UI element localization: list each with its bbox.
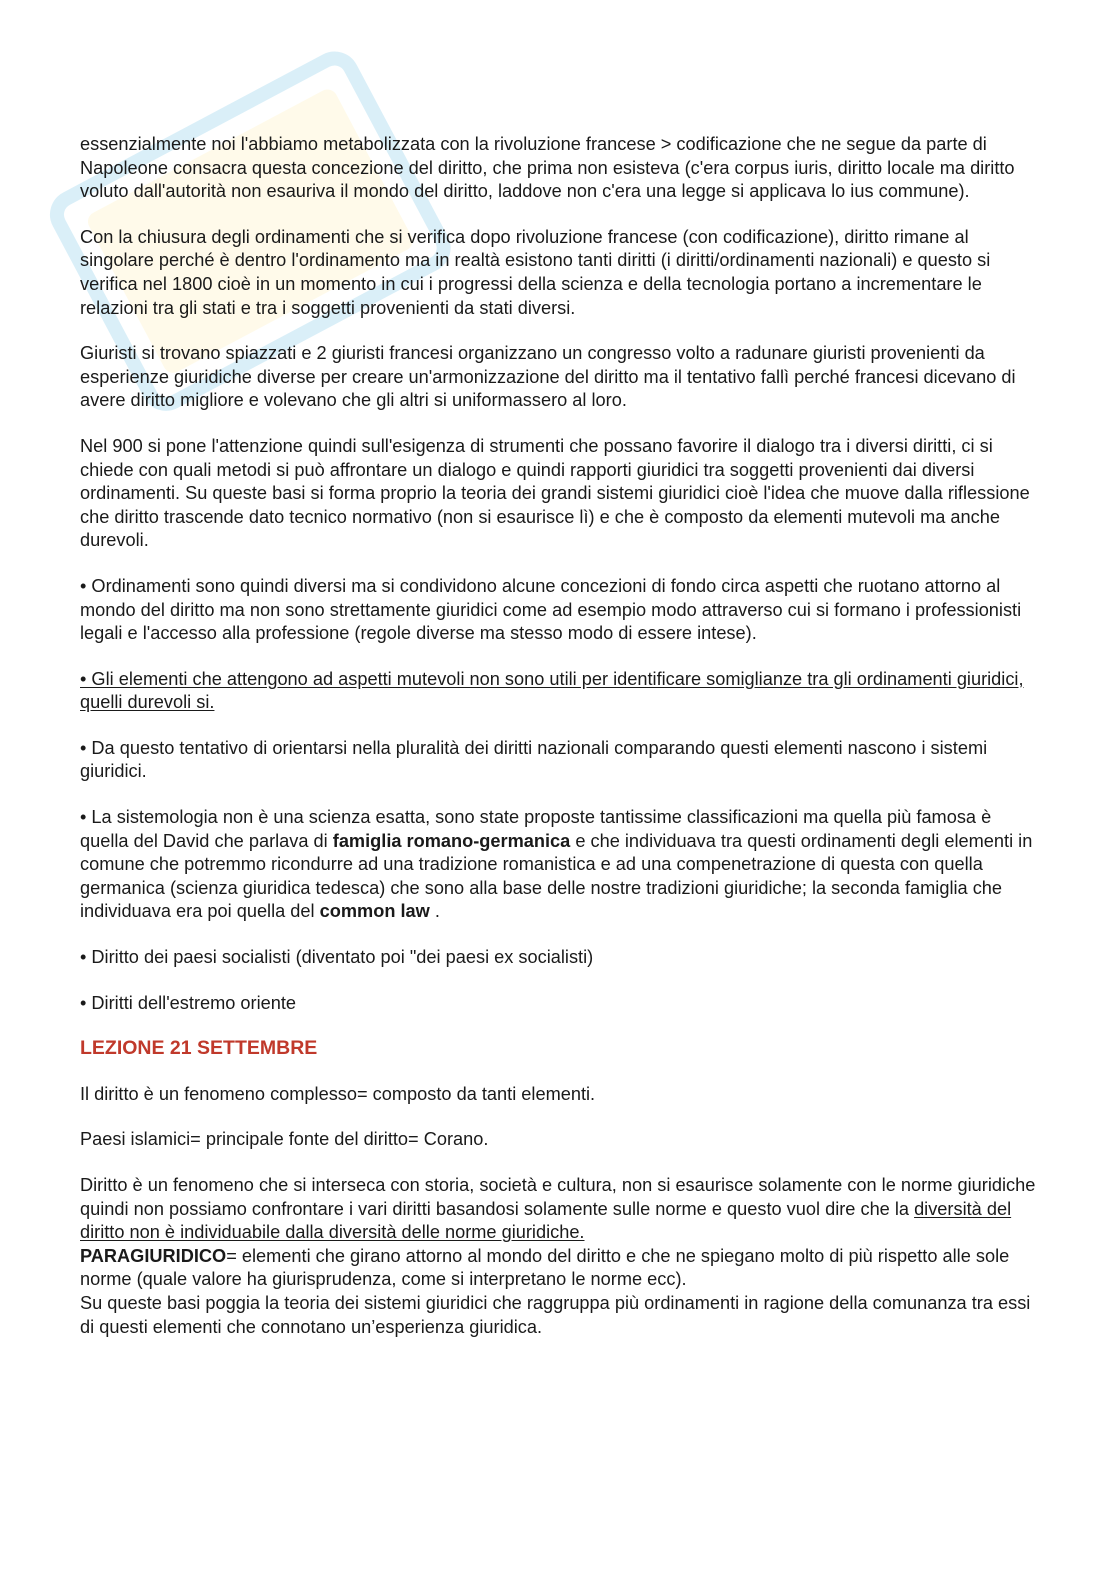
bold-term-common-law: common law — [319, 901, 430, 922]
bold-term-famiglia-romano-germanica: famiglia romano-germanica — [332, 830, 571, 851]
text-run: Diritto è un fenomeno che si interseca con storia, società e cultura, non si esaurisce solamente con le norme giuridiche quindi non possiamo confrontare i vari diritti basandosi solamente sulle norme e questo vuol dire che la — [80, 1175, 1036, 1219]
paragraph: essenzialmente noi l'abbiamo metabolizzata con la rivoluzione francese > codificazione che ne segue da parte di Napoleone consacra questa concezione del diritto, che prima non esisteva (c'era corpus iuris, diritto locale ma diritto voluto dall'autorità non esauriva il mondo del diritto, laddove non c'era una legge si applicava lo ius commune). — [80, 134, 1015, 202]
paragraph: Su queste basi poggia la teoria dei sistemi giuridici che raggruppa più ordinamenti in ragione della comunanza tra essi di questi elementi che connotano un’esperienza giuridica. — [80, 1292, 1031, 1337]
paragraph: Nel 900 si pone l'attenzione quindi sull'esigenza di strumenti che possano favorire il dialogo tra i diversi diritti, ci si chiede con quali metodi si può affrontare un dialogo e quindi rapporti giuridici tra soggetti provenienti dai diversi ordinamenti. Su queste basi si forma proprio la teoria dei grandi sistemi giuridici cioè l'idea che muove dalla riflessione che diritto trascende dato tecnico normativo (non si esaurisce lì) e che è composto da elementi mutevoli ma anche durevoli. — [80, 435, 1030, 551]
bullet-paragraph-sistemologia — [80, 806, 1042, 924]
document-page — [80, 133, 1042, 1339]
bullet-paragraph: • Ordinamenti sono quindi diversi ma si condividono alcune concezioni di fondo circa aspetti che ruotano attorno al mondo del diritto ma non sono strettamente giuridici come ad esempio modo attraverso cui si formano i professionisti legali e l'accesso alla professione (regole diverse ma stesso modo di essere intese). — [80, 575, 1022, 644]
bullet-paragraph: • Diritto dei paesi socialisti (diventato poi "dei paesi ex socialisti) — [80, 947, 594, 968]
bullet-paragraph: • Diritti dell'estremo oriente — [80, 992, 297, 1013]
paragraph: Giuristi si trovano spiazzati e 2 giuristi francesi organizzano un congresso volto a radunare giuristi provenienti da esperienze giuridiche diverse per creare un'armonizzazione del diritto ma il tentativo fallì perché francesi dicevano di avere diritto migliore e volevano che gli altri si uniformassero al loro. — [80, 343, 1016, 411]
text-run: e che individuava tra questi ordinamenti degli elementi in comune che potremmo ricondurre ad una tradizione romanistica e ad una compenetrazione di questa con quella germanica (scienza giuridica tedesca) che sono alla base delle nostre tradizioni giuridiche; la seconda famiglia che individuava era poi quella del — [80, 830, 1033, 922]
paragraph-paragiuridico — [80, 1245, 1042, 1292]
paragraph: Il diritto è un fenomeno complesso= composto da tanti elementi. — [80, 1083, 596, 1104]
paragraph-diversita — [80, 1174, 1042, 1245]
underlined-bullet-paragraph: • Gli elementi che attengono ad aspetti mutevoli non sono utili per identificare somiglianze tra gli ordinamenti giuridici, quelli durevoli si. — [80, 668, 1024, 713]
bold-term-paragiuridico: PARAGIURIDICO — [80, 1245, 227, 1266]
bullet-paragraph: • Da questo tentativo di orientarsi nella pluralità dei diritti nazionali comparando questi elementi nascono i sistemi giuridici. — [80, 737, 988, 782]
text-run: = elementi che girano attorno al mondo del diritto e che ne spiegano molto di più rispetto alle sole norme (quale valore ha giurisprudenza, come si interpretano le norme ecc). — [80, 1245, 1010, 1290]
paragraph: Con la chiusura degli ordinamenti che si verifica dopo rivoluzione francese (con codificazione), diritto rimane al singolare perché è dentro l'ordinamento ma in realtà esistono tanti diritti (i diritti/ordinamenti nazionali) e questo si verifica nel 1800 cioè in un momento in cui i progressi della scienza e della tecnologia portano a incrementare le relazioni tra gli stati e tra i soggetti provenienti da stati diversi. — [80, 226, 991, 318]
underlined-text: diversità del diritto non è individuabile dalla diversità delle norme giuridiche. — [80, 1198, 1012, 1243]
text-run: . — [429, 901, 440, 922]
text-run: • La sistemologia non è una scienza esatta, sono state proposte tantissime classificazioni ma quella più famosa è quella del David che parlava di — [80, 807, 992, 851]
section-heading: LEZIONE 21 SETTEMBRE — [80, 1037, 318, 1060]
paragraph: Paesi islamici= principale fonte del diritto= Corano. — [80, 1129, 489, 1150]
